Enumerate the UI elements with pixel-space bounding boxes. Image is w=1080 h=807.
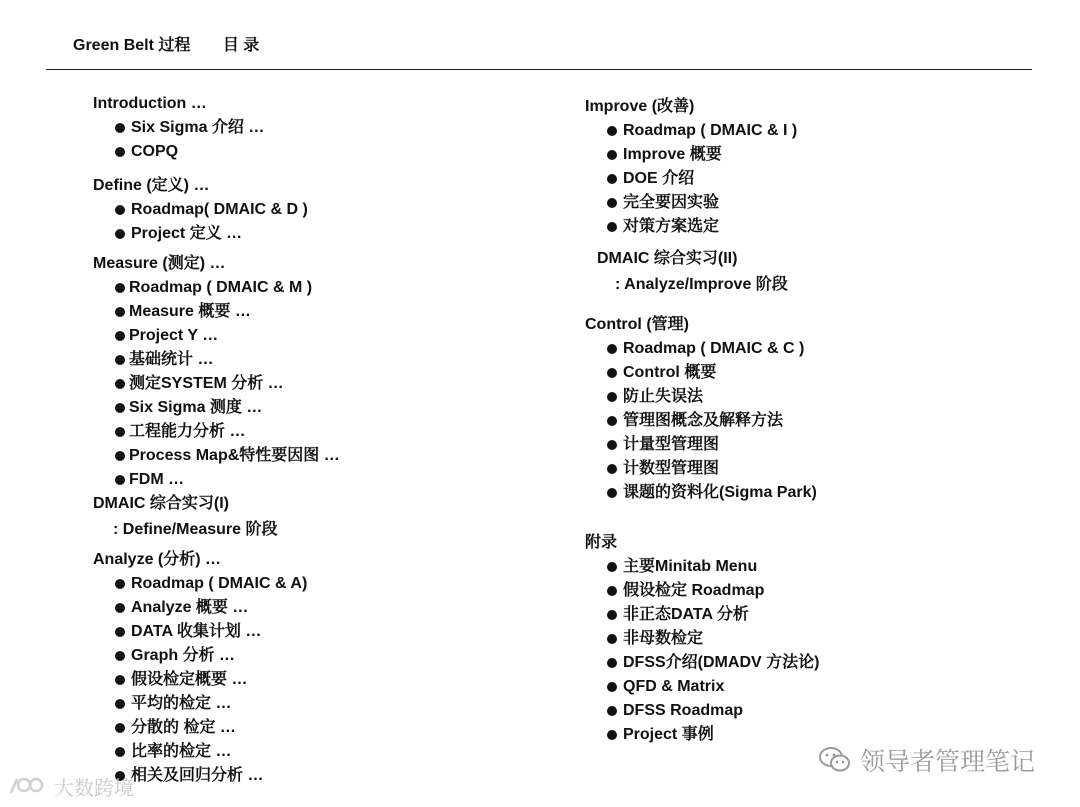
bullet-icon <box>115 331 125 341</box>
list-item: Graph 分析 … <box>93 644 563 668</box>
list-item: 测定SYSTEM 分析 … <box>93 372 563 396</box>
list-item: Control 概要 <box>585 361 1055 385</box>
list-item: 主要Minitab Menu <box>585 555 1055 579</box>
bullet-icon <box>115 451 125 461</box>
bullet-icon <box>607 706 617 716</box>
list-item: Project 事例 <box>585 723 1055 747</box>
list-item: 管理图概念及解释方法 <box>585 409 1055 433</box>
section-practice1-title: DMAIC 综合实习(I) <box>93 495 229 512</box>
list-item: Six Sigma 介绍 … <box>93 116 563 140</box>
list-item: 分散的 检定 … <box>93 716 563 740</box>
list-item: DFSS Roadmap <box>585 699 1055 723</box>
section-appendix-title: 附录 <box>585 534 618 551</box>
bullet-icon <box>115 475 125 485</box>
list-item: 平均的检定 … <box>93 692 563 716</box>
list-item: Measure 概要 … <box>93 300 563 324</box>
list-item: 完全要因实验 <box>585 191 1055 215</box>
list-item: 比率的检定 … <box>93 740 563 764</box>
list-item: Roadmap ( DMAIC & I ) <box>585 119 1055 143</box>
list-item: QFD & Matrix <box>585 675 1055 699</box>
left-column <box>93 92 563 788</box>
list-item: Project 定义 … <box>93 222 563 246</box>
list-item: 计数型管理图 <box>585 457 1055 481</box>
section-define-title: Define (定义) … <box>93 177 210 194</box>
list-item: 非正态DATA 分析 <box>585 603 1055 627</box>
list-item: Improve 概要 <box>585 143 1055 167</box>
list-item: Roadmap ( DMAIC & A) <box>93 572 563 596</box>
bullet-icon <box>115 651 125 661</box>
header-title: Green Belt 过程 <box>73 37 191 54</box>
list-item: 假设检定 Roadmap <box>585 579 1055 603</box>
bullet-icon <box>607 634 617 644</box>
section-practice2-subtitle: : Analyze/Improve 阶段 <box>615 276 788 293</box>
section-control-title: Control (管理) <box>585 316 689 333</box>
header-divider <box>46 69 1032 70</box>
bullet-icon <box>115 675 125 685</box>
bullet-icon <box>607 150 617 160</box>
list-item: Project Y … <box>93 324 563 348</box>
bullet-icon <box>115 355 125 365</box>
bullet-icon <box>115 307 125 317</box>
toc-label: 目 录 <box>222 37 260 54</box>
list-item: 计量型管理图 <box>585 433 1055 457</box>
section-measure-title: Measure (测定) … <box>93 255 226 272</box>
list-item: 对策方案选定 <box>585 215 1055 239</box>
bullet-icon <box>607 174 617 184</box>
section-analyze-title: Analyze (分析) … <box>93 551 222 568</box>
watermark-left: 大数跨境 <box>8 772 134 801</box>
bullet-icon <box>115 427 125 437</box>
list-item: 工程能力分析 … <box>93 420 563 444</box>
list-item: Roadmap ( DMAIC & C ) <box>585 337 1055 361</box>
bullet-icon <box>115 205 125 215</box>
logo-icon <box>8 775 48 799</box>
bullet-icon <box>115 229 125 239</box>
bullet-icon <box>607 730 617 740</box>
bullet-icon <box>607 416 617 426</box>
bullet-icon <box>607 610 617 620</box>
bullet-icon <box>115 723 125 733</box>
bullet-icon <box>607 222 617 232</box>
list-item: Six Sigma 测度 … <box>93 396 563 420</box>
bullet-icon <box>115 603 125 613</box>
list-item: Roadmap( DMAIC & D ) <box>93 198 563 222</box>
list-item: DATA 收集计划 … <box>93 620 563 644</box>
list-item: Process Map&特性要因图 … <box>93 444 563 468</box>
list-item: COPQ <box>93 140 563 164</box>
bullet-icon <box>607 344 617 354</box>
list-item: 防止失误法 <box>585 385 1055 409</box>
bullet-icon <box>115 747 125 757</box>
bullet-icon <box>115 379 125 389</box>
bullet-icon <box>115 627 125 637</box>
watermark-right: 领导者管理笔记 <box>818 742 1035 778</box>
section-practice2-title: DMAIC 综合实习(II) <box>597 250 738 267</box>
right-column <box>585 95 1055 747</box>
wechat-icon <box>818 746 852 774</box>
bullet-icon <box>607 392 617 402</box>
list-item: 课题的资料化(Sigma Park) <box>585 481 1055 505</box>
bullet-icon <box>607 682 617 692</box>
bullet-icon <box>115 283 125 293</box>
bullet-icon <box>607 440 617 450</box>
list-item: DOE 介绍 <box>585 167 1055 191</box>
list-item: Analyze 概要 … <box>93 596 563 620</box>
bullet-icon <box>607 562 617 572</box>
list-item: 假设检定概要 … <box>93 668 563 692</box>
section-practice1-subtitle: : Define/Measure 阶段 <box>113 521 278 538</box>
bullet-icon <box>115 403 125 413</box>
list-item: FDM … <box>93 468 563 492</box>
section-introduction-title: Introduction … <box>93 95 207 112</box>
list-item: DFSS介绍(DMADV 方法论) <box>585 651 1055 675</box>
bullet-icon <box>115 579 125 589</box>
section-improve-title: Improve (改善) <box>585 98 695 115</box>
bullet-icon <box>607 464 617 474</box>
bullet-icon <box>607 198 617 208</box>
list-item: 非母数检定 <box>585 627 1055 651</box>
bullet-icon <box>607 586 617 596</box>
bullet-icon <box>607 126 617 136</box>
list-item: 相关及回归分析 … <box>93 764 563 788</box>
bullet-icon <box>115 147 125 157</box>
bullet-icon <box>607 368 617 378</box>
bullet-icon <box>115 123 125 133</box>
bullet-icon <box>607 488 617 498</box>
list-item: Roadmap ( DMAIC & M ) <box>93 276 563 300</box>
bullet-icon <box>607 658 617 668</box>
header <box>73 32 287 55</box>
list-item: 基础统计 … <box>93 348 563 372</box>
bullet-icon <box>115 699 125 709</box>
